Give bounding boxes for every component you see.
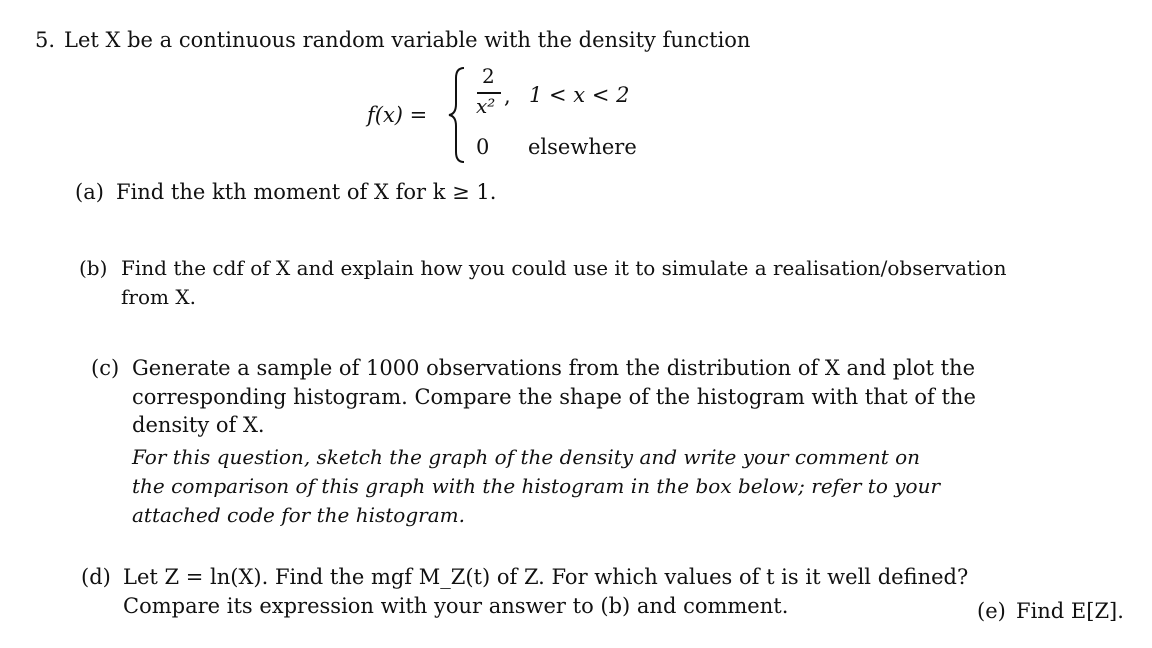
part-a-label: (a) xyxy=(75,180,104,204)
part-e-label: (e) xyxy=(977,599,1006,623)
case1-condition: 1 < x < 2 xyxy=(529,83,630,107)
part-d-line1: Let Z = ln(X). Find the mgf M_Z(t) of Z. For which values of t is it well defined? xyxy=(123,565,969,589)
part-b-line2: from X. xyxy=(121,285,196,309)
part-c-line3: density of X. xyxy=(132,413,265,437)
fraction-denominator: x² xyxy=(476,94,496,118)
density-lhs: f(x) = xyxy=(367,103,428,127)
case1-comma: , xyxy=(504,84,511,108)
part-c-note3: attached code for the histogram. xyxy=(132,503,465,527)
problem-intro: Let X be a continuous random variable with the density function xyxy=(64,28,751,52)
part-d-label: (d) xyxy=(81,565,111,589)
part-d-line2: Compare its expression with your answer to (b) and comment. xyxy=(123,594,789,618)
part-b-label: (b) xyxy=(79,256,108,280)
fraction-numerator: 2 xyxy=(482,64,495,88)
part-c-note2: the comparison of this graph with the histogram in the box below; refer to your xyxy=(132,474,941,498)
problem-number: 5. xyxy=(35,28,56,52)
part-c-label: (c) xyxy=(91,356,120,380)
part-a-text: Find the kth moment of X for k ≥ 1. xyxy=(116,180,497,204)
part-e-text: Find E[Z]. xyxy=(1016,599,1124,623)
part-c-line2: corresponding histogram. Compare the shape of the histogram with that of the xyxy=(132,385,976,409)
part-c-note1: For this question, sketch the graph of the density and write your comment on xyxy=(132,445,921,469)
part-b-line1: Find the cdf of X and explain how you could use it to simulate a realisation/observation xyxy=(121,256,1007,280)
case2-value: 0 xyxy=(476,135,490,159)
part-c-line1: Generate a sample of 1000 observations from the distribution of X and plot the xyxy=(132,356,976,380)
left-brace-icon xyxy=(447,66,467,164)
case2-condition: elsewhere xyxy=(528,135,637,159)
